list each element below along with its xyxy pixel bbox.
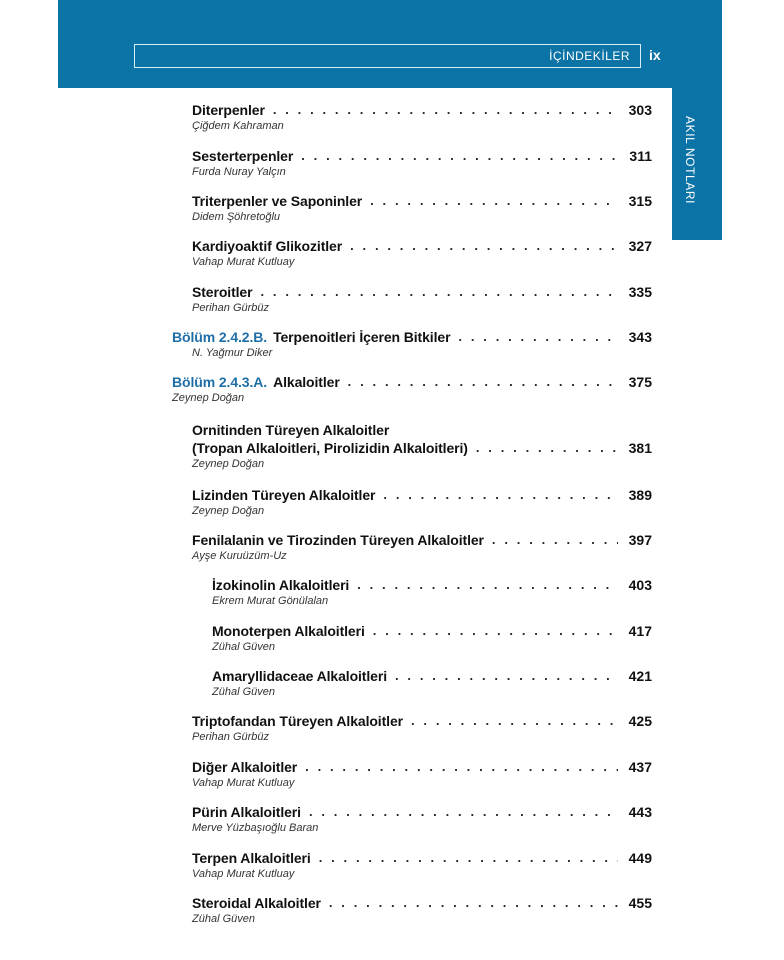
dot-leader bbox=[458, 330, 618, 342]
dot-leader bbox=[273, 103, 618, 115]
entry-page: 343 bbox=[628, 329, 652, 345]
entry-page: 311 bbox=[629, 148, 652, 164]
entry-page: 315 bbox=[628, 193, 652, 209]
toc-entry[interactable] bbox=[192, 236, 652, 268]
dot-leader bbox=[383, 488, 618, 500]
entry-author: Vahap Murat Kutluay bbox=[192, 256, 295, 268]
dot-leader bbox=[373, 624, 618, 636]
entry-title: Terpenoitleri İçeren Bitkiler bbox=[273, 329, 451, 345]
toc-entry[interactable] bbox=[192, 848, 652, 880]
dot-leader bbox=[357, 578, 618, 590]
toc-entry[interactable] bbox=[192, 282, 652, 314]
entry-title: Terpen Alkaloitleri bbox=[192, 850, 311, 866]
section-number: Bölüm 2.4.2.B. bbox=[172, 329, 268, 345]
dot-leader bbox=[348, 375, 618, 387]
side-tab-label: AKIL NOTLARI bbox=[683, 116, 697, 205]
section-number: Bölüm 2.4.3.A. bbox=[172, 374, 268, 390]
entry-title: Steroidal Alkaloitler bbox=[192, 895, 321, 911]
entry-title-line1: Ornitinden Türeyen Alkaloitler bbox=[192, 422, 390, 438]
entry-title: Pürin Alkaloitleri bbox=[192, 804, 301, 820]
dot-leader bbox=[370, 194, 618, 206]
page-number: ix bbox=[649, 47, 661, 63]
entry-author: Zeynep Doğan bbox=[192, 458, 265, 470]
entry-author: Perihan Gürbüz bbox=[192, 302, 270, 314]
toc-entry[interactable] bbox=[192, 711, 652, 743]
entry-author: Zühal Güven bbox=[212, 686, 275, 698]
toc-entry[interactable] bbox=[192, 530, 652, 562]
entry-title: Sesterterpenler bbox=[192, 148, 294, 164]
dot-leader bbox=[492, 533, 618, 545]
entry-author: Perihan Gürbüz bbox=[192, 731, 270, 743]
entry-page: 389 bbox=[628, 487, 652, 503]
entry-page: 455 bbox=[628, 895, 652, 911]
entry-page: 303 bbox=[628, 102, 652, 118]
entry-title: (Tropan Alkaloitleri, Pirolizidin Alkaloitleri) bbox=[192, 440, 468, 456]
toc-entry[interactable] bbox=[192, 146, 652, 178]
entry-page: 437 bbox=[628, 759, 652, 775]
entry-page: 397 bbox=[628, 532, 652, 548]
entry-page: 425 bbox=[628, 713, 652, 729]
toc-entry[interactable] bbox=[212, 666, 652, 698]
toc-entry[interactable] bbox=[212, 575, 652, 607]
dot-leader bbox=[319, 851, 618, 863]
entry-author: Furda Nuray Yalçın bbox=[192, 166, 286, 178]
entry-title: Steroitler bbox=[192, 284, 253, 300]
entry-author: Zeynep Doğan bbox=[192, 505, 265, 517]
entry-page: 443 bbox=[628, 804, 652, 820]
entry-title: Lizinden Türeyen Alkaloitler bbox=[192, 487, 376, 503]
entry-page: 403 bbox=[628, 577, 652, 593]
entry-title: Diğer Alkaloitler bbox=[192, 759, 298, 775]
entry-title: Diterpenler bbox=[192, 102, 265, 118]
entry-page: 335 bbox=[628, 284, 652, 300]
entry-page: 449 bbox=[628, 850, 652, 866]
entry-page: 327 bbox=[628, 238, 652, 254]
entry-title: Triterpenler ve Saponinler bbox=[192, 193, 363, 209]
entry-title: İzokinolin Alkaloitleri bbox=[212, 577, 350, 593]
dot-leader bbox=[395, 669, 618, 681]
entry-title: Triptofandan Türeyen Alkaloitler bbox=[192, 713, 403, 729]
entry-page: 417 bbox=[628, 623, 652, 639]
toc-entry[interactable] bbox=[192, 420, 652, 470]
entry-author: Ekrem Murat Gönülalan bbox=[212, 595, 329, 607]
toc-entry[interactable] bbox=[192, 802, 652, 834]
entry-author: Merve Yüzbaşıoğlu Baran bbox=[192, 822, 319, 834]
entry-author: Vahap Murat Kutluay bbox=[192, 777, 295, 789]
entry-page: 381 bbox=[628, 440, 652, 456]
toc-entry[interactable] bbox=[192, 485, 652, 517]
entry-author: N. Yağmur Diker bbox=[192, 347, 273, 359]
entry-title: Fenilalanin ve Tirozinden Türeyen Alkaloitler bbox=[192, 532, 484, 548]
entry-title: Kardiyoaktif Glikozitler bbox=[192, 238, 343, 254]
toc-entry[interactable] bbox=[192, 757, 652, 789]
dot-leader bbox=[350, 239, 618, 251]
header-title: İÇİNDEKİLER bbox=[549, 49, 630, 63]
entry-author: Zeynep Doğan bbox=[172, 392, 245, 404]
dot-leader bbox=[329, 896, 618, 908]
entry-author: Çiğdem Kahraman bbox=[192, 120, 284, 132]
toc-entry[interactable] bbox=[192, 893, 652, 925]
entry-author: Vahap Murat Kutluay bbox=[192, 868, 295, 880]
entry-page: 421 bbox=[628, 668, 652, 684]
toc-entry[interactable] bbox=[172, 372, 652, 404]
toc-entry[interactable] bbox=[192, 100, 652, 132]
entry-author: Zühal Güven bbox=[192, 913, 255, 925]
dot-leader bbox=[305, 760, 618, 772]
entry-author: Zühal Güven bbox=[212, 641, 275, 653]
dot-leader bbox=[301, 149, 618, 161]
dot-leader bbox=[309, 805, 618, 817]
toc-entry[interactable] bbox=[172, 327, 652, 359]
toc-entry[interactable] bbox=[192, 191, 652, 223]
dot-leader bbox=[411, 714, 618, 726]
entry-title: Monoterpen Alkaloitleri bbox=[212, 623, 365, 639]
entry-author: Ayşe Kuruüzüm-Uz bbox=[192, 550, 287, 562]
dot-leader bbox=[476, 441, 618, 453]
entry-page: 375 bbox=[628, 374, 652, 390]
dot-leader bbox=[260, 285, 618, 297]
entry-author: Didem Şöhretoğlu bbox=[192, 211, 281, 223]
toc-entry[interactable] bbox=[212, 621, 652, 653]
entry-title: Alkaloitler bbox=[273, 374, 340, 390]
entry-title: Amaryllidaceae Alkaloitleri bbox=[212, 668, 387, 684]
